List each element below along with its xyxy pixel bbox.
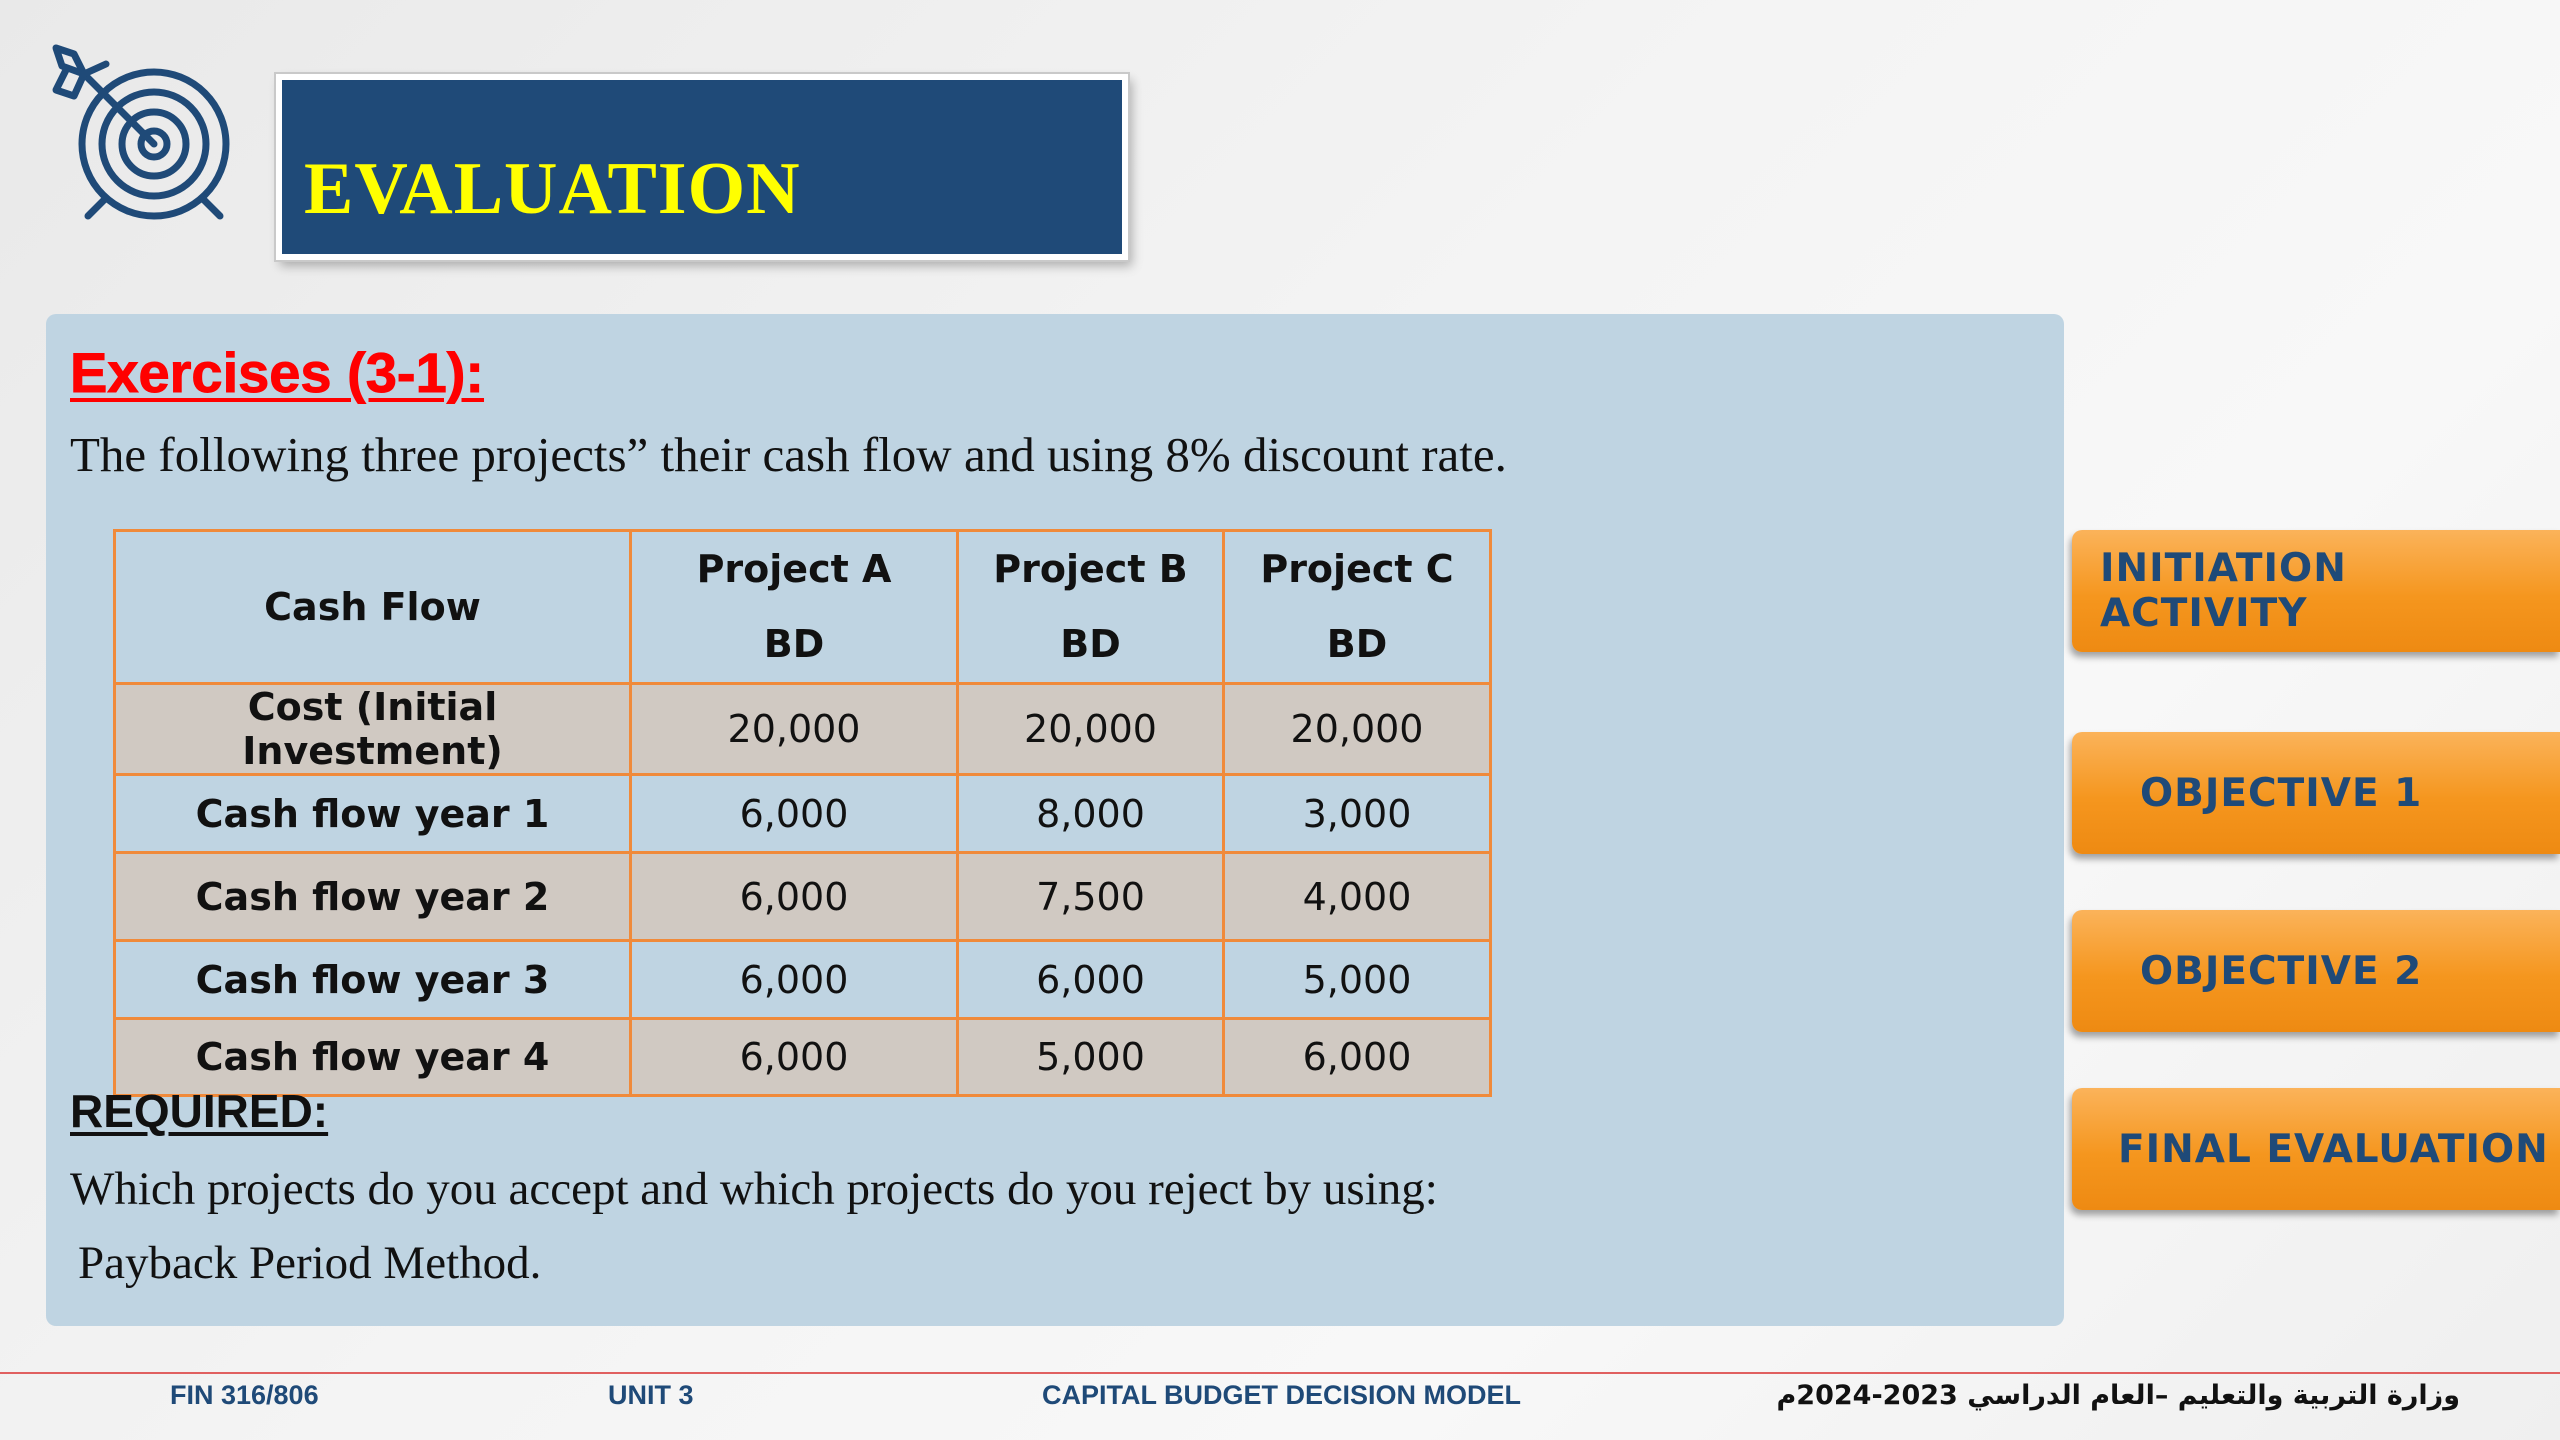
table-cell: 20,000: [631, 684, 958, 775]
row-label: Cash flow year 4: [115, 1019, 631, 1096]
page-title: EVALUATION: [304, 148, 801, 230]
table-cell: 8,000: [958, 775, 1224, 853]
footer-ministry: وزارة التربية والتعليم –العام الدراسي 2023-2024م: [1776, 1380, 2460, 1411]
exercise-intro: The following three projects” their cash flow and using 8% discount rate.: [70, 427, 1507, 482]
table-header-row: [115, 531, 1491, 684]
table-cell: 6,000: [1224, 1019, 1491, 1096]
header-cash-flow: Cash Flow: [115, 531, 631, 684]
table-cell: 5,000: [958, 1019, 1224, 1096]
row-label: Cash flow year 2: [115, 853, 631, 941]
footer-divider: [0, 1372, 2560, 1374]
header-project-c: [1224, 531, 1491, 684]
table-cell: 3,000: [1224, 775, 1491, 853]
table-row: [115, 853, 1491, 941]
header-project-b: [958, 531, 1224, 684]
content-panel: [46, 314, 2064, 1326]
table-cell: 6,000: [631, 941, 958, 1019]
table-cell: 4,000: [1224, 853, 1491, 941]
target-dart-icon: [44, 36, 244, 236]
table-cell: 6,000: [631, 1019, 958, 1096]
table-cell: 20,000: [958, 684, 1224, 775]
header-project-c-name: Project C: [1260, 547, 1454, 591]
objective-1-button[interactable]: OBJECTIVE 1: [2072, 732, 2560, 854]
table-cell: 6,000: [958, 941, 1224, 1019]
table-cell: 7,500: [958, 853, 1224, 941]
header-project-c-unit: BD: [1326, 622, 1388, 666]
table-row: [115, 775, 1491, 853]
header-project-b-unit: BD: [1060, 622, 1121, 666]
table-row: [115, 684, 1491, 775]
row-label: Cash flow year 1: [115, 775, 631, 853]
table-cell: 6,000: [631, 853, 958, 941]
required-method: Payback Period Method.: [78, 1237, 542, 1289]
initiation-activity-button[interactable]: INITIATION ACTIVITY: [2072, 530, 2560, 652]
exercise-heading: Exercises (3-1):: [70, 341, 485, 404]
row-label: Cost (Initial Investment): [115, 684, 631, 775]
required-heading: REQUIRED:: [70, 1085, 329, 1137]
footer-model-title: CAPITAL BUDGET DECISION MODEL: [1042, 1380, 1522, 1410]
footer-course-code: FIN 316/806: [170, 1380, 319, 1410]
table-cell: 5,000: [1224, 941, 1491, 1019]
table-cell: 20,000: [1224, 684, 1491, 775]
header-project-b-name: Project B: [993, 547, 1188, 591]
objective-2-button[interactable]: OBJECTIVE 2: [2072, 910, 2560, 1032]
required-question: Which projects do you accept and which projects do you reject by using:: [70, 1163, 1438, 1215]
row-label: Cash flow year 3: [115, 941, 631, 1019]
header-project-a-name: Project A: [696, 547, 892, 591]
header-project-a: [631, 531, 958, 684]
footer-unit: UNIT 3: [608, 1380, 694, 1410]
table-row: [115, 941, 1491, 1019]
cash-flow-table: [113, 529, 1492, 1097]
title-banner: [276, 74, 1128, 260]
final-evaluation-button[interactable]: FINAL EVALUATION: [2072, 1088, 2560, 1210]
header-project-a-unit: BD: [763, 622, 825, 666]
table-cell: 6,000: [631, 775, 958, 853]
